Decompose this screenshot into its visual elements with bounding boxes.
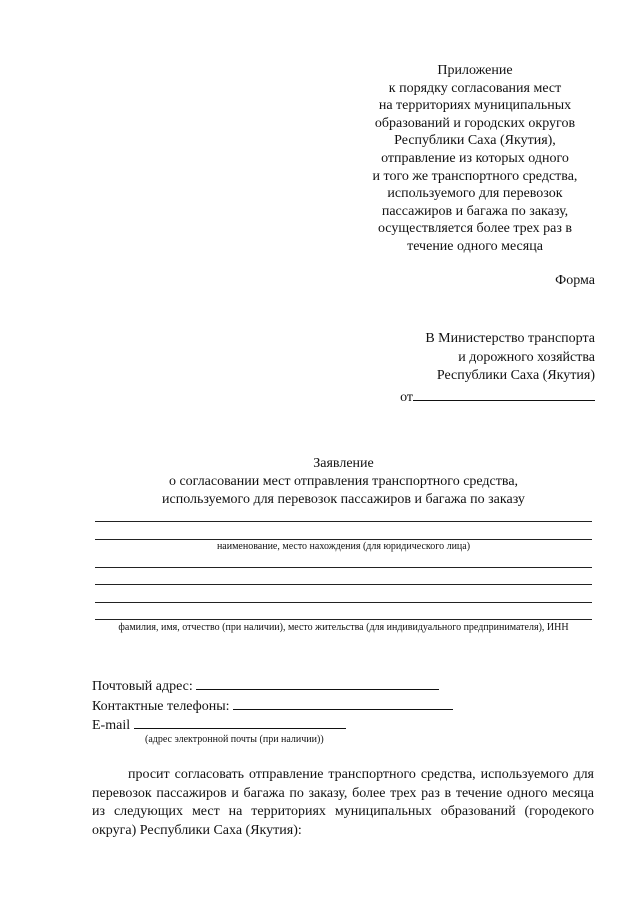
appendix-line: течение одного месяца xyxy=(407,238,543,254)
from-label: от xyxy=(400,389,413,405)
appendix-line: осуществляется более трех раз в xyxy=(377,221,573,237)
postal-address-row xyxy=(92,676,439,695)
appendix-line: на территориях муниципальных xyxy=(378,98,572,114)
appendix-line: и того же транспортного средства, xyxy=(372,168,578,184)
from-blank-line[interactable] xyxy=(413,386,595,401)
email-row xyxy=(92,715,346,734)
application-subtitle-line-1: о согласовании мест отправления транспортного средства, xyxy=(168,474,519,489)
postal-address-label: Почтовый адрес: xyxy=(92,679,193,694)
blank-fill-line[interactable] xyxy=(95,619,592,620)
email-caption: (адрес электронной почты (при наличии)) xyxy=(145,734,324,745)
addressee-line-1: В Министерство транспорта xyxy=(425,331,595,346)
application-subtitle-line-2: используемого для перевозок пассажиров и багажа по заказу xyxy=(162,492,525,507)
form-label: Форма xyxy=(555,273,595,288)
addressee-line-3: Республики Саха (Якутия) xyxy=(436,368,595,383)
email-label: E-mail xyxy=(92,718,131,733)
appendix-block xyxy=(330,62,620,256)
appendix-line: отправление из которых одного xyxy=(381,150,569,166)
blank-fill-line[interactable] xyxy=(95,602,592,603)
appendix-line: к порядку согласования мест xyxy=(388,80,562,96)
phones-label: Контактные телефоны: xyxy=(92,699,230,714)
email-field[interactable] xyxy=(134,715,346,729)
postal-address-field[interactable] xyxy=(196,676,439,690)
application-title: Заявление xyxy=(313,456,374,471)
addressee-line-2: и дорожного хозяйства xyxy=(458,349,595,365)
appendix-line: Приложение xyxy=(437,63,513,78)
phones-row xyxy=(92,696,453,715)
request-paragraph: просит согласовать отправление транспортного средства, используемого для перевозок пассажиров и багажа по заказу, более трех раз в течение одного месяца из следующих мест на территориях муниципальных образований (городекого округа) Республики Саха (Якутия): xyxy=(92,767,594,838)
from-row xyxy=(400,386,595,408)
blank-fill-line[interactable] xyxy=(95,567,592,568)
application-heading xyxy=(95,455,592,509)
appendix-line: используемого для перевозок xyxy=(387,186,563,202)
appendix-line: пассажиров и багажа по заказу, xyxy=(381,203,569,219)
blank-fill-line[interactable] xyxy=(95,584,592,585)
blank-fill-line[interactable] xyxy=(95,521,592,522)
addressee-block xyxy=(400,330,595,407)
legal-entity-caption: наименование, место нахождения (для юридического лица) xyxy=(216,541,471,552)
phones-field[interactable] xyxy=(233,696,453,710)
blank-fill-line[interactable] xyxy=(95,539,592,540)
entrepreneur-caption: фамилия, имя, отчество (при наличии), место жительства (для индивидуального предпринимателя), ИНН xyxy=(118,622,569,633)
appendix-line: Республики Саха (Якутия), xyxy=(394,133,556,149)
appendix-line: образований и городских округов xyxy=(374,115,576,131)
